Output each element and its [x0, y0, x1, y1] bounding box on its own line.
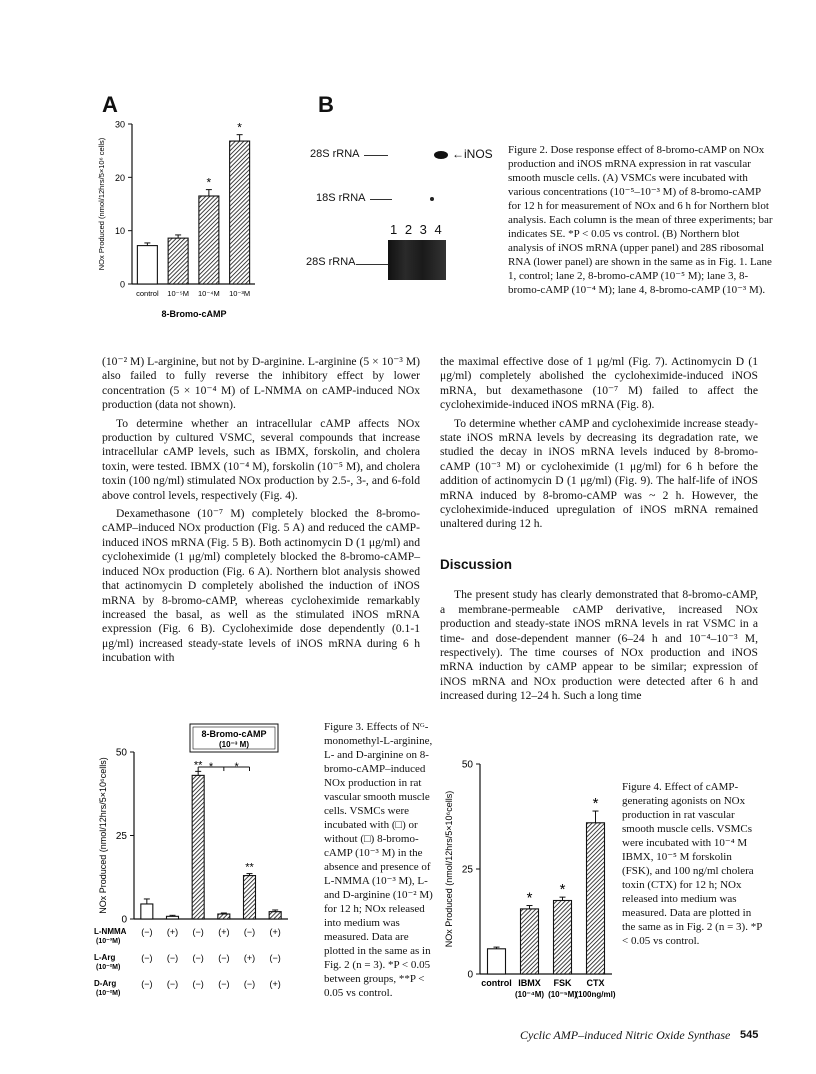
significance-marker: * [592, 795, 599, 813]
bar [199, 196, 219, 284]
inos-band [434, 151, 448, 159]
blot-28s-band-image [388, 240, 446, 280]
treatment-sign: (−) [243, 979, 256, 989]
treatment-sign: (+) [269, 927, 281, 937]
y-tick-label: 0 [121, 914, 127, 926]
y-axis-label: NOx Produced (nmol/12hrs/5×10⁶ cells) [97, 137, 106, 271]
x-axis-label: 8-Bromo-cAMP [161, 309, 227, 319]
right-paragraph-1: the maximal effective dose of 1 μg/ml (Fig. 7). Actinomycin D (1 μg/ml) completely abolished the cycloheximide-induced iNOS mRNA, but dexamethasone (10⁻⁷ M) failed to affect the cycloheximide-induced iNOS mRNA (Fig. 8). [440, 355, 758, 412]
treatment-sign: (−) [166, 953, 179, 963]
figure2-a-chart [90, 112, 290, 322]
y-tick-label: 50 [115, 747, 127, 759]
treatment-sign: (−) [141, 979, 153, 989]
treatment-row-name: L-NMMA [94, 927, 127, 936]
bar [141, 904, 153, 919]
treatment-row-conc: (10⁻³M) [96, 938, 121, 945]
x-category-label: control [481, 978, 512, 988]
significance-marker: * [237, 120, 242, 135]
significance-marker: ** [193, 759, 203, 772]
figure2-panel-a-letter: A [102, 92, 118, 117]
figure2-panel-b-letter: B [318, 92, 334, 117]
x-category-conc: (10⁻⁵M) [548, 990, 577, 999]
x-category-conc: (10⁻⁴M) [514, 990, 545, 999]
figure4-chart [440, 754, 620, 1010]
treatment-sign: (+) [243, 953, 256, 963]
right-paragraph-3: The present study has clearly demonstrated that 8-bromo-cAMP, a membrane-permeable cAMP derivative, increased NOx production and steady-state iNOS mRNA levels in rat VSMC in a time- and dose-dependent manner (6–24 h and 10⁻⁴–10⁻³ M, respectively). The time courses of NOx production and iNOS mRNA induction by cAMP appear to be similar; expression of iNOS mRNA and NOx production were detected after 6 h and increased during 12–24 h. Such a long time [440, 588, 758, 703]
bar [167, 916, 179, 919]
significance-marker: ** [245, 861, 254, 874]
blot-lane-numbers: 1 2 3 4 [390, 222, 444, 237]
y-tick-label: 30 [114, 119, 125, 130]
treatment-sign: (+) [269, 979, 281, 989]
bar [488, 949, 506, 974]
legend-concentration: (10⁻³ M) [219, 740, 249, 749]
treatment-sign: (+) [166, 927, 179, 937]
y-tick-label: 20 [114, 172, 125, 183]
blot-18s-label: 18S rRNA [316, 192, 366, 204]
treatment-row-name: D-Arg [94, 979, 117, 988]
treatment-sign: (−) [192, 927, 204, 937]
bar [168, 238, 188, 284]
bar [269, 912, 281, 919]
bar [521, 909, 539, 974]
arrow-left-icon: ← [452, 147, 464, 161]
treatment-sign: (−) [243, 927, 256, 937]
figure3-chart [92, 714, 312, 1010]
treatment-sign: (−) [141, 953, 153, 963]
treatment-row-conc: (10⁻²M) [96, 964, 121, 971]
x-category-label: 10⁻³M [229, 289, 251, 298]
treatment-row-name: L-Arg [94, 953, 116, 962]
x-category-label: 10⁻⁵M [167, 289, 189, 298]
y-tick-label: 0 [467, 969, 473, 981]
bar [230, 141, 250, 284]
bar [192, 775, 204, 919]
running-title: Cyclic AMP–induced Nitric Oxide Synthase [520, 1028, 731, 1042]
x-category-label: 10⁻⁴M [197, 289, 220, 298]
treatment-sign: (−) [166, 979, 179, 989]
figure2-b-blot [306, 140, 500, 320]
x-category-label: control [136, 289, 159, 298]
bar [554, 901, 572, 975]
figure4-caption: Figure 4. Effect of cAMP-generating agonists on NOx production in rat vascular smooth muscle cells. VSMCs were incubated with 10⁻⁴ M IBMX, 10⁻⁵ M forskolin (FSK), and 100 ng/ml cholera toxin (CTX) for 12 h; NOx released into medium was measured. Data are plotted in the same as in Fig. 2 (n = 3). *P < 0.05 vs control. [622, 781, 762, 947]
x-category-label: CTX [586, 978, 605, 988]
left-column [102, 355, 420, 666]
x-category-label: IBMX [518, 978, 541, 988]
y-tick-label: 25 [461, 864, 473, 876]
figure3-caption: Figure 3. Effects of Nᴳ-monomethyl-L-arginine, L- and D-arginine on 8-bromo-cAMP–induced NOx production in rat vascular smooth muscle cells. VSMCs were incubated with (□) or without (□) 8-bromo-cAMP (10⁻³ M) in the absence and presence of L-NMMA (10⁻³ M), L- and D-arginine (10⁻² M) for 12 h; NOx released into medium was measured. Data are plotted in the same as in Fig. 2 (n = 3). *P < 0.05 between groups, **P < 0.05 vs control. [324, 721, 433, 999]
treatment-sign: (+) [218, 927, 230, 937]
treatment-row-conc: (10⁻²M) [96, 990, 121, 997]
significance-marker: * [559, 881, 566, 899]
treatment-sign: (−) [192, 953, 204, 963]
x-category-label: FSK [553, 978, 572, 988]
right-column [440, 355, 758, 704]
y-axis-label: NOx Produced (nmol/12hrs/5×10⁶cells) [98, 757, 108, 914]
bar [137, 246, 157, 284]
y-axis-label: NOx Produced (nmol/12hrs/5×10⁶cells) [444, 790, 454, 948]
bar [218, 914, 230, 919]
x-category-conc: (100ng/ml) [575, 990, 616, 999]
right-paragraph-2: To determine whether cAMP and cycloheximide increase steady-state iNOS mRNA levels by decreasing its degradation rate, we studied the decay in iNOS mRNA levels induced by 8-bromo-cAMP (10⁻³ M) or cycloheximide (1 μg/ml) for 6 h before the addition of actinomycin D (1 μg/ml) (Fig. 9). The half-life of iNOS mRNA induced by 8-bromo-cAMP was ~ 2 h. However, the cycloheximide-induced upregulation of iNOS mRNA remained unaltered during 12 h. [440, 416, 758, 531]
group-significance-marker: * [234, 761, 239, 774]
treatment-sign: (−) [218, 979, 230, 989]
discussion-heading: Discussion [440, 556, 513, 572]
y-tick-label: 50 [461, 759, 473, 771]
y-tick-label: 0 [119, 279, 125, 290]
y-tick-label: 25 [115, 831, 127, 842]
blot-28s-lower-label: 28S rRNA [306, 256, 356, 268]
significance-marker: * [206, 175, 212, 190]
treatment-sign: (−) [192, 979, 204, 989]
page-number: 545 [740, 1029, 759, 1041]
bar [587, 823, 605, 974]
figure2-caption: Figure 2. Dose response effect of 8-bromo-cAMP on NOx production and iNOS mRNA expression in rat vascular smooth muscle cells. (A) VSMCs were incubated with various concentrations (10⁻⁵–10⁻³ M) of 8-bromo-cAMP for 12 h for measurement of NOx and 6 h for Northern blot analysis. Each column is the mean of three experiments; bar indicates SE. *P < 0.05 vs control. (B) Northern blot analysis of iNOS mRNA (upper panel) and 28S ribosomal RNA (lower panel) are shown in the same as in Fig. 1. Lane 1, control; lane 2, 8-bromo-cAMP (10⁻⁵ M); lane 3, 8-bromo-cAMP (10⁻⁴ M); lane 4, 8-bromo-cAMP (10⁻³ M). [508, 144, 773, 296]
y-tick-label: 10 [114, 226, 125, 237]
group-significance-marker: * [208, 761, 214, 774]
treatment-sign: (−) [269, 953, 281, 963]
blot-28s-upper-label: 28S rRNA [310, 148, 360, 160]
significance-marker: * [526, 889, 533, 907]
treatment-sign: (−) [218, 953, 230, 963]
legend-title: 8-Bromo-cAMP [201, 729, 267, 739]
left-paragraph-1: (10⁻² M) L-arginine, but not by D-arginine. L-arginine (5 × 10⁻³ M) also failed to fully reverse the inhibitory effect by lower concentration (5 × 10⁻⁴ M) of L-NMMA on cAMP-induced NOx production (data not shown). [102, 355, 420, 412]
left-paragraph-3: Dexamethasone (10⁻⁷ M) completely blocked the 8-bromo-cAMP–induced NOx production (Fig. 5 A) and reduced the cAMP-induced iNOS mRNA (Fig. 5 B). Both actinomycin D (1 μg/ml) and cycloheximide (1 μg/ml) completely blocked the 8-bromo-cAMP–induced NOx production (Fig. 6 A). Northern blot analysis showed that actinomycin D completely abolished the induction of iNOS mRNA by 8-bromo-cAMP, whereas cycloheximide remarkably increased the basal, as well as the stimulated iNOS mRNA expression (Fig. 6 B). Cycloheximide dose dependently (0.1-1 μg/ml) increased steady-state levels of iNOS mRNA during 6 h incubation with [102, 507, 420, 665]
treatment-sign: (−) [141, 927, 153, 937]
bar [244, 876, 256, 919]
left-paragraph-2: To determine whether an intracellular cAMP affects NOx production by cultured VSMC, several compounds that increase intracellular cAMP levels, such as IBMX, forskolin, and cholera toxin, were tested. IBMX (10⁻⁴ M), forskolin (10⁻⁵ M), and cholera toxin (100 ng/ml) stimulated NOx production by 2.5-, 3-, and 6-fold above control levels, respectively (Fig. 4). [102, 416, 420, 502]
blot-inos-label: ←iNOS [452, 147, 493, 161]
